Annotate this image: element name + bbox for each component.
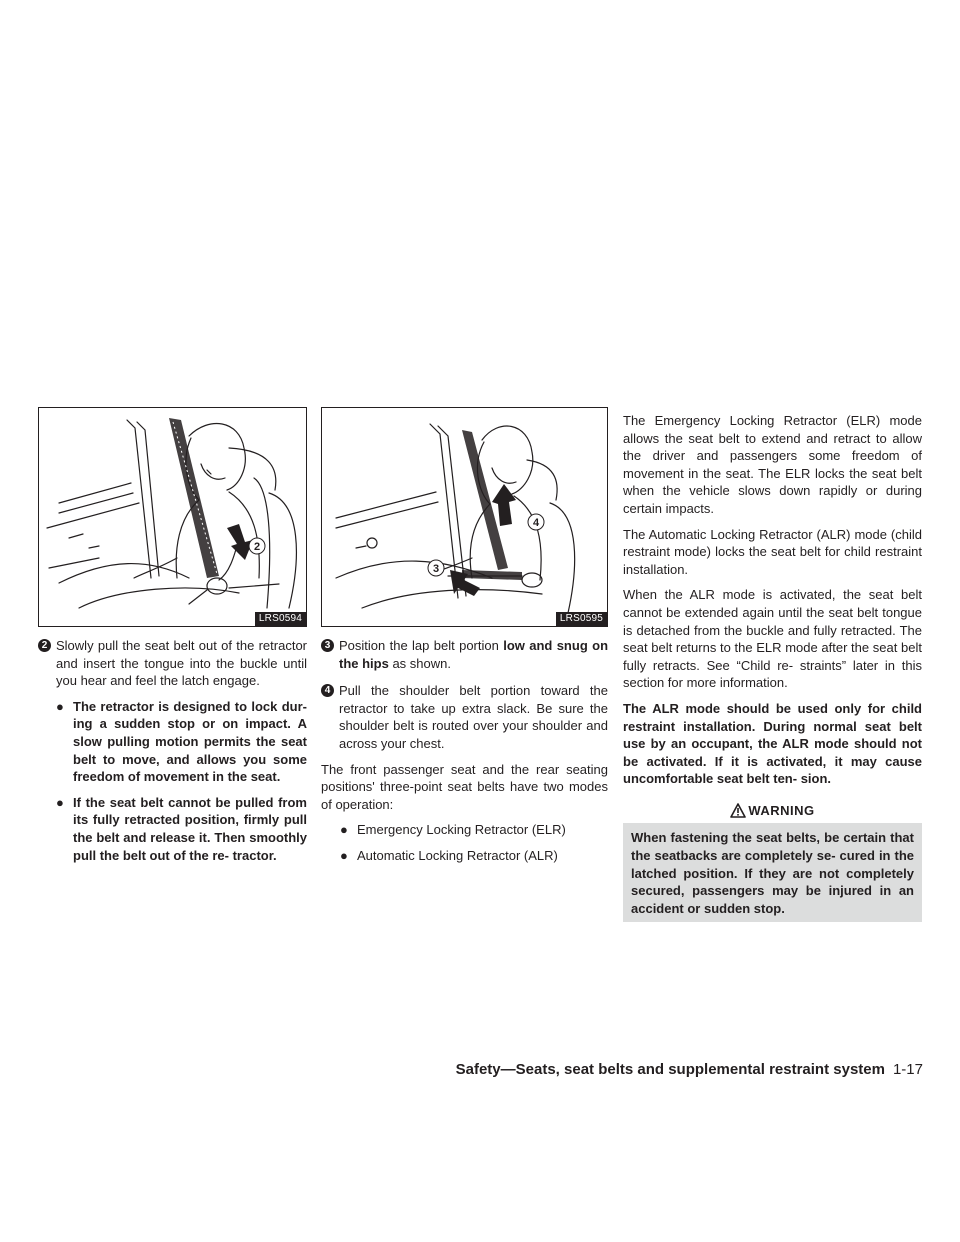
bullet-dot: ● — [340, 847, 348, 863]
page-number: 1-17 — [892, 1061, 923, 1078]
bullet-dot: ● — [56, 794, 64, 810]
step-4 — [321, 682, 608, 752]
seat-belt-illustration-1 — [39, 408, 306, 626]
figure-callout-2: 2 — [253, 541, 261, 553]
warning-box — [623, 800, 922, 923]
column-3 — [623, 412, 922, 922]
mode-text: Emergency Locking Retractor (ELR) — [357, 822, 566, 838]
step-3-text-after: as shown. — [388, 655, 451, 671]
warning-text: When fastening the seat belts, be certain that the seatbacks are completely se- cured in the latched position. If they are not completely secured, passengers may be injured in an accident or sudden stop. — [631, 830, 914, 916]
mode-item — [321, 847, 608, 865]
page-footer — [427, 1061, 923, 1078]
footer-section-title: Safety—Seats, seat belts and supplemental restraint system — [455, 1061, 885, 1078]
figure-lap-shoulder-belt — [321, 407, 608, 627]
bullet-text: If the seat belt cannot be pulled from its fully retracted position, firmly pull the belt and release it. Then smoothly pull the belt out of the re- tractor. — [73, 794, 307, 863]
figure-code: LRS0594 — [255, 612, 306, 626]
bullet-item — [38, 698, 307, 786]
column-2 — [321, 407, 608, 865]
figure-callout-4: 4 — [532, 517, 540, 529]
column-1 — [38, 407, 307, 864]
step-2 — [38, 637, 307, 690]
step-2-text: Slowly pull the seat belt out of the retractor and insert the tongue into the buckle until you hear and feel the latch engage. — [56, 638, 307, 689]
figure-callout-3: 3 — [432, 563, 440, 575]
mode-item — [321, 821, 608, 839]
step-3-text-bold: low and snug on the hips — [339, 638, 609, 671]
bullet-text: The retractor is designed to lock dur- ing a sudden stop or on impact. A slow pulling motion permits the seat belt to move, and allows you some freedom of movement in the seat. — [73, 698, 307, 785]
seat-belt-illustration-2 — [322, 408, 607, 626]
step-3 — [321, 637, 608, 672]
paragraph-alr-activated: When the ALR mode is activated, the seat belt cannot be extended again until the seat belt tongue is detached from the buckle and fully retracted. The seat belt returns to the ELR mode after the seat belt fully retracts. See “Child re- straints” later in this section for more information. — [623, 587, 922, 691]
bullet-dot: ● — [56, 698, 64, 714]
warning-triangle-icon — [730, 803, 746, 818]
warning-title: WARNING — [748, 802, 815, 818]
figure-seat-belt-insert — [38, 407, 307, 627]
figure-code: LRS0595 — [556, 612, 607, 626]
mode-text: Automatic Locking Retractor (ALR) — [357, 847, 558, 863]
paragraph-alr-caution: The ALR mode should be used only for child restraint installation. During normal seat belt use by an occupant, the ALR mode should not be activated. If it is activated, it may cause uncomfortable seat belt ten- sion. — [623, 700, 922, 787]
bullet-dot: ● — [340, 822, 348, 838]
bullet-item — [38, 794, 307, 864]
step-number-4: 4 — [321, 684, 334, 697]
paragraph-elr: The Emergency Locking Retractor (ELR) mode allows the seat belt to extend and retract to allow the driver and passengers some freedom of movement in the seat. The ELR locks the seat belt when the vehicle slows down rapidly or during certain impacts. — [623, 413, 922, 516]
warning-header — [623, 800, 922, 824]
step-number-2: 2 — [38, 639, 51, 652]
modes-intro: The front passenger seat and the rear seating positions' three-point seat belts have two modes of operation: — [321, 761, 608, 812]
step-4-text: Pull the shoulder belt portion toward the retractor to take up extra slack. Be sure the shoulder belt is routed over your shoulder and across your chest. — [339, 683, 608, 751]
step-number-3: 3 — [321, 639, 334, 652]
step-3-text-before: Position the lap belt portion — [339, 638, 504, 653]
paragraph-alr: The Automatic Locking Retractor (ALR) mode (child restraint mode) locks the seat belt for child restraint installation. — [623, 526, 922, 577]
